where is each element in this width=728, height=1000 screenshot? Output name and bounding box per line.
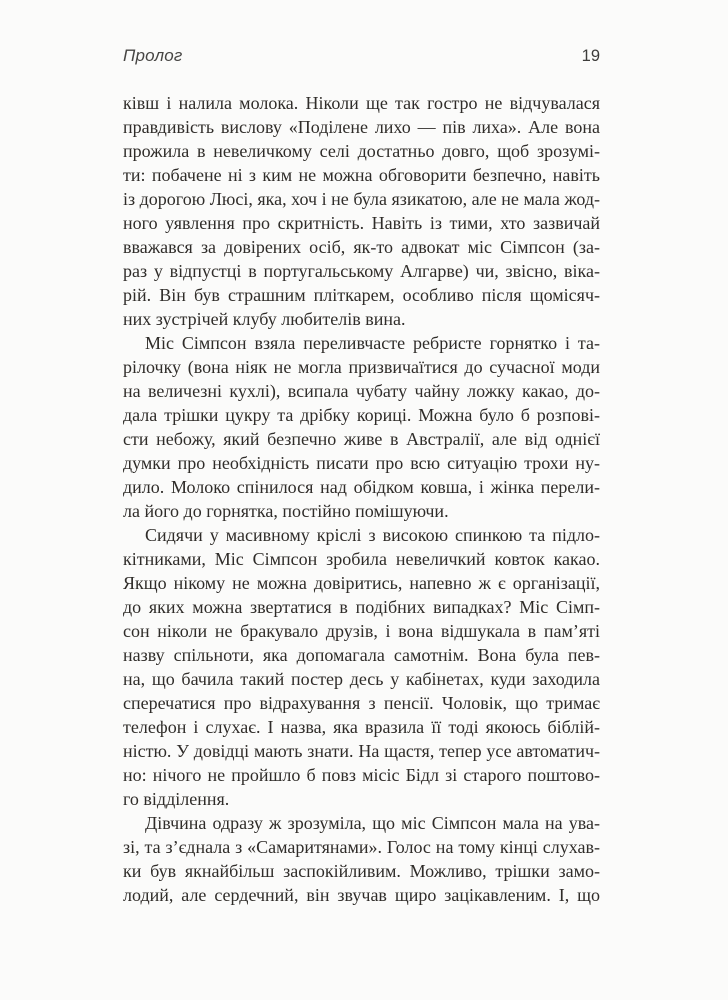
text-line: правдивість вислову «Поділене лихо — пів лиха». Але вона xyxy=(123,117,600,137)
text-line: ла його до горнятка, постійно помішуючи. xyxy=(123,501,449,521)
text-line: до яких можна звертатися в подібних випадках? Міс Сімп- xyxy=(123,597,600,617)
text-line: Якщо нікому не можна довіритись, напевно ж є організації, xyxy=(123,573,600,593)
text-line: ного уявлення про скритність. Навіть із тими, хто зазвичай xyxy=(123,213,600,233)
text-line: ністю. У довідці мають знати. На щастя, тепер усе автоматич- xyxy=(123,741,600,761)
text-line: вважався за довірених осіб, як-то адвокат міс Сімпсон (за- xyxy=(123,237,600,257)
text-line: сперечатися про відрахування з пенсії. Чоловік, що тримає xyxy=(123,693,600,713)
text-line: Міс Сімпсон взяла переливчасте ребристе горнятко і та- xyxy=(145,333,600,353)
paragraph xyxy=(123,91,600,331)
text-line: Дівчина одразу ж зрозуміла, що міс Сімпсон мала на ува- xyxy=(145,813,600,833)
text-line: прожила в невеличкому селі достатньо довго, щоб зрозумі- xyxy=(123,141,600,161)
text-line: рілочку (вона ніяк не могла призвичаїтися до сучасної моди xyxy=(123,357,600,377)
text-line: но: нічого не пройшло б повз місіс Бідл зі старого поштово- xyxy=(123,765,600,785)
text-line: кітниками, Міс Сімпсон зробила невеличкий ковток какао. xyxy=(123,549,600,569)
running-header xyxy=(123,46,600,66)
text-line: ти: побачене ні з ким не можна обговорити безпечно, навіть xyxy=(123,165,600,185)
text-line: на, що бачила такий постер десь у кабінетах, куди заходила xyxy=(123,669,600,689)
chapter-title: Пролог xyxy=(123,46,183,65)
text-line: Сидячи у масивному кріслі з високою спинкою та підло- xyxy=(145,525,600,545)
page-text xyxy=(123,91,600,907)
text-line: ківш і налила молока. Ніколи ще так гостро не відчувалася xyxy=(123,93,600,113)
text-line: сон ніколи не бракувало друзів, і вона відшукала в пам’яті xyxy=(123,621,600,641)
text-line: телефон і слухає. І назва, яка вразила її тоді якоюсь біблій- xyxy=(123,717,600,737)
text-line: дило. Молоко спінилося над обідком ковша, і жінка перели- xyxy=(123,477,600,497)
text-line: із дорогою Люсі, яка, хоч і не була язикатою, але не мала жод- xyxy=(123,189,600,209)
text-line: зі, та з’єднала з «Самаритянами». Голос на тому кінці слухав- xyxy=(123,837,600,857)
text-line: сти небожу, який безпечно живе в Австралії, але від однієї xyxy=(123,429,600,449)
text-line: го відділення. xyxy=(123,789,230,809)
paragraph xyxy=(123,523,600,811)
paragraph xyxy=(123,331,600,523)
text-line: дала трішки цукру та дрібку кориці. Можна було б розпові- xyxy=(123,405,600,425)
page-number: 19 xyxy=(581,47,600,65)
text-line: назву спільноти, яка допомагала самотнім. Вона була пев- xyxy=(123,645,600,665)
text-line: на величезні кухлі), всипала чубату чайну ложку какао, до- xyxy=(123,381,600,401)
text-line: рій. Він був страшним пліткарем, особливо після щомісяч- xyxy=(123,285,600,305)
text-line: ки був якнайбільш заспокійливим. Можливо, трішки замо- xyxy=(123,861,600,881)
text-line: них зустрічей клубу любителів вина. xyxy=(123,309,406,329)
paragraph xyxy=(123,811,600,907)
text-line: думки про необхідність писати про всю ситуацію трохи ну- xyxy=(123,453,600,473)
text-line: раз у відпустці в португальському Алгарве) чи, звісно, віка- xyxy=(123,261,600,281)
text-line: лодий, але сердечний, він звучав щиро зацікавленим. І, що xyxy=(123,885,600,905)
